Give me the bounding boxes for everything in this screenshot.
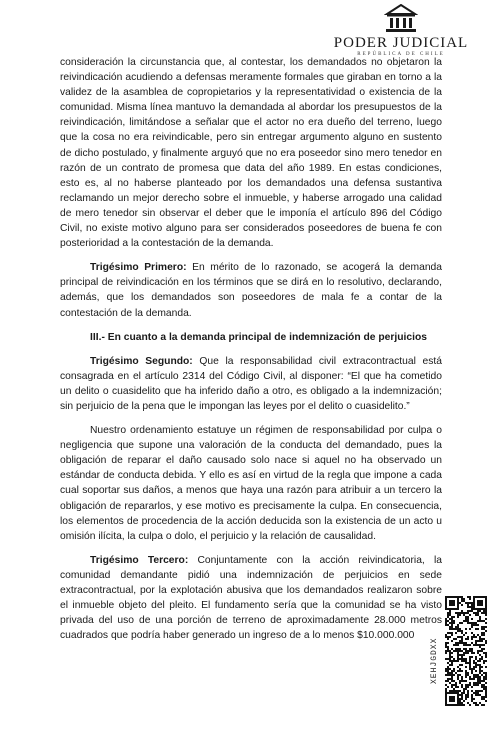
paragraph-trigesimo-segundo [60,354,442,414]
section-heading: III.- En cuanto a la demanda principal de indemnización de perjuicios [90,331,428,343]
paragraph-label: Trigésimo Tercero: [90,554,189,566]
paragraph-text: En mérito de lo razonado, se acogerá la demanda principal de reivindicación en los términos que se dirá en lo resolutivo, declarando, además, que los demandados son poseedores de mala fe a contar de la contestación de la demanda. [60,262,443,319]
paragraph-label: Trigésimo Segundo: [90,355,193,367]
document-body [60,55,442,652]
qr-code [445,596,487,706]
paragraph-trigesimo-tercero [60,553,442,644]
paragraph-trigesimo-primero [60,260,442,320]
verification-code: XEHJGDXX [430,637,439,684]
org-name: PODER JUDICIAL [333,35,469,51]
org-subtitle: REPÚBLICA DE CHILE [357,52,445,57]
paragraph-label: Trigésimo Primero: [90,262,187,274]
paragraph-text: Que la responsabilidad civil extracontractual está consagrada en el artículo 2314 del Código Civil, al disponer: “El que ha cometido un delito o cuasidelito que ha inferido daño a otro, es obligado a la indemnización; sin perjuicio de la pena que le impongan las leyes por el delito o cuasidelito.” [60,355,442,412]
paragraph-continuation: consideración la circunstancia que, al contestar, los demandados no objetaron la reivindicación acudiendo a defensas meramente formales que giraban en torno a la validez de la asamblea de copropietarios y la representatividad o existencia de la comunidad. Misma línea mantuvo la demandada al abordar los presupuestos de la reivindicación, limitándose a señalar que el actor no era dueño del terreno, luego que la cosa no era reivindicable, pero sin entregar argumento alguno en sustento de dicho postulado, y finalmente arguyó que no era poseedor sino mero tenedor en razón de un contrato de promesa que data del año 1989. En estas condiciones, esto es, al no haberse planteado por los demandados una defensa sustantiva reclamando un mejor derecho sobre el inmueble, y haberse arrogado una calidad de mero tenedor sin observar el deber que le imponía el artículo 896 del Código Civil, no existe motivo alguno para ser considerados poseedores de buena fe con posterioridad a la contestación de la demanda. [60,57,442,250]
courthouse-icon [384,4,418,34]
paragraph-ordenamiento: Nuestro ordenamiento estatuye un régimen de responsabilidad por culpa o negligencia que supone una valoración de la conducta del demandado, pues la obligación de reparar el daño causado solo nace si aquel no ha observado un estándar de conducta debida. Y ello es así en virtud de la regla que impone a cada cual soportar sus daños, a menos que haya una razón para atribuir a un tercero la obligación de repararlos, y ese motivo es precisamente la culpa. En consecuencia, los elementos de procedencia de la acción deducida son la existencia de un acto u omisión ilícita, la culpa o dolo, el perjuicio y la relación de causalidad. [60,425,442,542]
paragraph-text: Conjuntamente con la acción reivindicatoria, la comunidad demandante pidió una indemnización de perjuicios en sede extracontractual, por la explotación abusiva que los demandados realizaron sobre el inmueble objeto del pleito. El fundamento sería que la comunidad se ha visto privada del uso de una porción de terreno de aproximadamente 28.000 metros cuadrados que podría haber generado un ingreso de a lo menos $10.000.000 [60,554,442,642]
